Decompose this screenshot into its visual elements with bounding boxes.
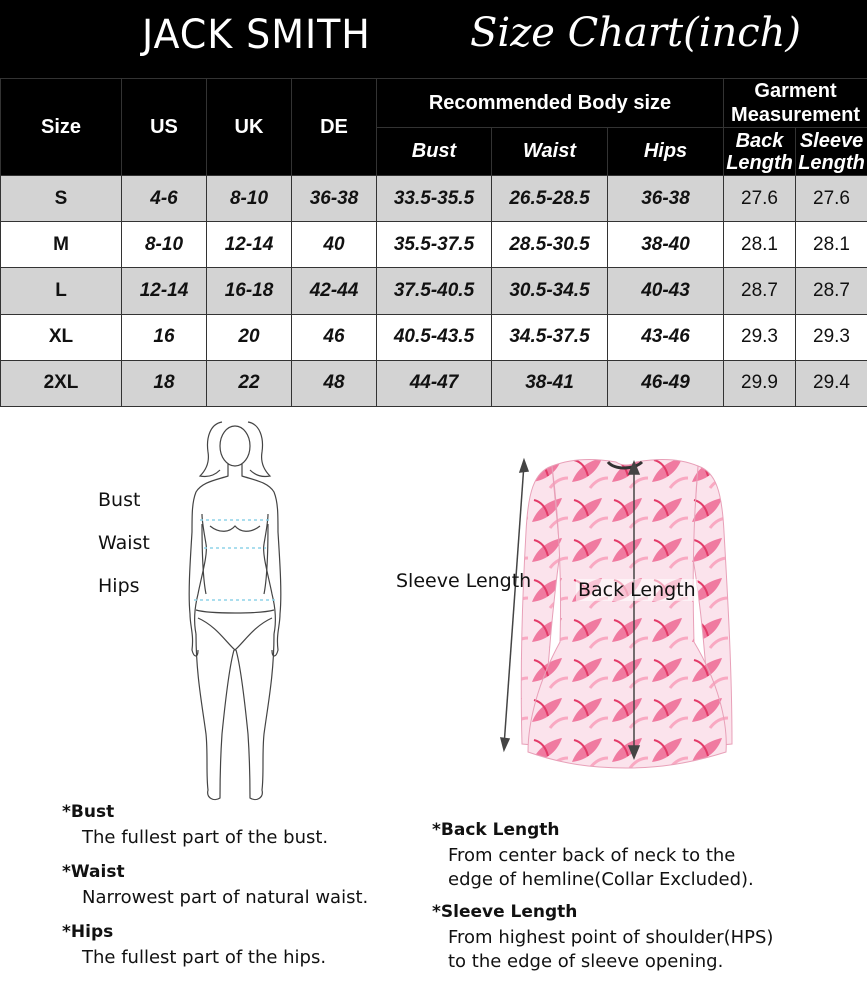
note-text bbox=[432, 844, 862, 892]
note-sleeve-length bbox=[432, 902, 862, 974]
cell-us: 12-14 bbox=[122, 268, 207, 314]
col-group-garment bbox=[724, 79, 867, 128]
note-hips bbox=[62, 922, 422, 970]
garment-figure bbox=[488, 452, 760, 770]
col-header-bust: Bust bbox=[377, 128, 492, 176]
cell-back-length: 27.6 bbox=[724, 176, 796, 222]
col-header-size: Size bbox=[1, 79, 122, 176]
cell-hips: 43-46 bbox=[608, 314, 724, 360]
col-group-body-size: Recommended Body size bbox=[377, 79, 724, 128]
cell-de: 36-38 bbox=[292, 176, 377, 222]
cell-de: 42-44 bbox=[292, 268, 377, 314]
cell-bust: 40.5-43.5 bbox=[377, 314, 492, 360]
note-title: *Bust bbox=[62, 802, 115, 822]
cell-uk: 22 bbox=[207, 360, 292, 406]
cell-back-length: 29.3 bbox=[724, 314, 796, 360]
cell-waist: 28.5-30.5 bbox=[492, 222, 608, 268]
table-row bbox=[1, 268, 867, 314]
cell-de: 46 bbox=[292, 314, 377, 360]
cell-waist: 38-41 bbox=[492, 360, 608, 406]
cell-back-length: 29.9 bbox=[724, 360, 796, 406]
cell-uk: 8-10 bbox=[207, 176, 292, 222]
cell-size: L bbox=[1, 268, 122, 314]
note-line: From center back of neck to the bbox=[448, 845, 736, 866]
cell-de: 40 bbox=[292, 222, 377, 268]
cell-hips: 40-43 bbox=[608, 268, 724, 314]
cell-de: 48 bbox=[292, 360, 377, 406]
cell-size: 2XL bbox=[1, 360, 122, 406]
table-row bbox=[1, 360, 867, 406]
col-header-de: DE bbox=[292, 79, 377, 176]
size-table bbox=[0, 78, 867, 407]
cell-size: XL bbox=[1, 314, 122, 360]
col-header-sleeve-length bbox=[796, 128, 867, 176]
label-back-length: Back Length bbox=[578, 579, 696, 601]
back-line2: Length bbox=[726, 151, 793, 174]
cell-waist: 30.5-34.5 bbox=[492, 268, 608, 314]
cell-us: 16 bbox=[122, 314, 207, 360]
body-outline-figure bbox=[180, 414, 290, 806]
cell-bust: 35.5-37.5 bbox=[377, 222, 492, 268]
sleeve-line2: Length bbox=[798, 151, 865, 174]
note-title: *Back Length bbox=[432, 820, 560, 840]
note-line: From highest point of shoulder(HPS) bbox=[448, 927, 774, 948]
col-header-waist: Waist bbox=[492, 128, 608, 176]
cell-hips: 38-40 bbox=[608, 222, 724, 268]
col-header-hips: Hips bbox=[608, 128, 724, 176]
note-title: *Waist bbox=[62, 862, 125, 882]
cell-waist: 26.5-28.5 bbox=[492, 176, 608, 222]
note-text: Narrowest part of natural waist. bbox=[82, 887, 369, 908]
cell-bust: 44-47 bbox=[377, 360, 492, 406]
note-back-length bbox=[432, 820, 862, 892]
cell-hips: 36-38 bbox=[608, 176, 724, 222]
cell-us: 4-6 bbox=[122, 176, 207, 222]
back-line1: Back bbox=[735, 129, 784, 152]
cell-sleeve-length: 27.6 bbox=[796, 176, 867, 222]
cell-uk: 12-14 bbox=[207, 222, 292, 268]
garment-group-line1: Garment bbox=[754, 80, 837, 102]
note-line: edge of hemline(Collar Excluded). bbox=[448, 869, 754, 890]
cell-waist: 34.5-37.5 bbox=[492, 314, 608, 360]
table-row bbox=[1, 314, 867, 360]
cell-us: 18 bbox=[122, 360, 207, 406]
garment-group-line2: Measurement bbox=[731, 104, 860, 126]
cell-hips: 46-49 bbox=[608, 360, 724, 406]
cell-sleeve-length: 29.3 bbox=[796, 314, 867, 360]
col-header-us: US bbox=[122, 79, 207, 176]
cell-uk: 20 bbox=[207, 314, 292, 360]
label-hips: Hips bbox=[98, 575, 140, 597]
body-notes bbox=[62, 802, 422, 982]
header-row-1 bbox=[1, 79, 867, 128]
note-title: *Sleeve Length bbox=[432, 902, 578, 922]
table-row bbox=[1, 176, 867, 222]
garment-notes bbox=[432, 820, 862, 984]
brand-logo: JACK SMITH bbox=[142, 12, 371, 58]
note-text: The fullest part of the hips. bbox=[82, 947, 327, 968]
cell-size: S bbox=[1, 176, 122, 222]
col-header-back-length bbox=[724, 128, 796, 176]
cell-sleeve-length: 28.7 bbox=[796, 268, 867, 314]
cell-bust: 37.5-40.5 bbox=[377, 268, 492, 314]
note-text bbox=[432, 926, 862, 974]
cell-sleeve-length: 29.4 bbox=[796, 360, 867, 406]
label-bust: Bust bbox=[98, 489, 141, 511]
col-header-uk: UK bbox=[207, 79, 292, 176]
note-title: *Hips bbox=[62, 922, 114, 942]
note-text: The fullest part of the bust. bbox=[82, 827, 329, 848]
cell-back-length: 28.7 bbox=[724, 268, 796, 314]
header-banner bbox=[0, 0, 867, 78]
cell-us: 8-10 bbox=[122, 222, 207, 268]
body-labels bbox=[98, 488, 150, 617]
cell-uk: 16-18 bbox=[207, 268, 292, 314]
cell-back-length: 28.1 bbox=[724, 222, 796, 268]
label-sleeve-length: Sleeve Length bbox=[396, 570, 532, 592]
chart-title: Size Chart(inch) bbox=[470, 10, 801, 56]
table-row bbox=[1, 222, 867, 268]
cell-size: M bbox=[1, 222, 122, 268]
note-waist bbox=[62, 862, 422, 910]
cell-sleeve-length: 28.1 bbox=[796, 222, 867, 268]
note-line: to the edge of sleeve opening. bbox=[448, 951, 724, 972]
sleeve-line1: Sleeve bbox=[799, 129, 864, 152]
note-bust bbox=[62, 802, 422, 850]
cell-bust: 33.5-35.5 bbox=[377, 176, 492, 222]
label-waist: Waist bbox=[98, 532, 150, 554]
